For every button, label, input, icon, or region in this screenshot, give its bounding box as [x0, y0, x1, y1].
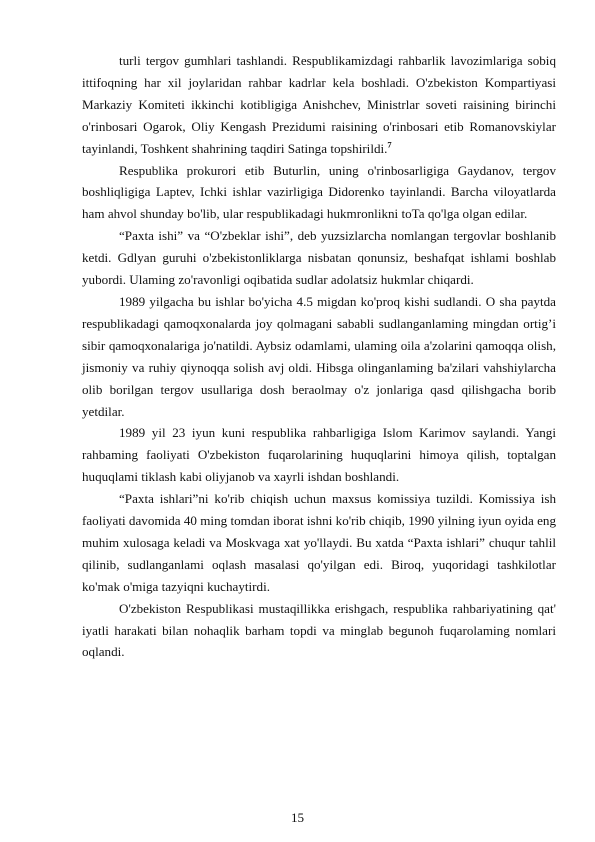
footnote-reference[interactable]: 7: [387, 139, 392, 150]
paragraph-4: 1989 yilgacha bu ishlar bo'yicha 4.5 migdan ko'proq kishi sudlandi. O sha paytda respublikadagi qamoqxonalarda joy qolmagani sababli sudlanganlaming mingdan ortig’i sibir qamoqxonalariga jo'natildi. Aybsiz odamlami, ulaming oila a'zolarini qamoqqa olish, jismoniy va ruhiy qiynoqqa solish avj oldi. Hibsga olinganlaming ba'zilari vahshiylarcha olib borilgan tergov usullariga dosh beraolmay o'z jonlariga qasd qilishgacha borib yetdilar.: [82, 293, 556, 419]
page-number: 15: [290, 810, 305, 825]
paragraph-6: “Paxta ishlari”ni ko'rib chiqish uchun maxsus komissiya tuzildi. Komissiya ish faoliyati davomida 40 ming tomdan iborat ishni ko'rib chiqib, 1990 yilning iyun oyida eng muhim xulosaga keladi va Moskvaga xat yo'llaydi. Bu xatda “Paxta ishlari” chuqur tahlil qilinib, sudlanganlami oqlash masalasi qo'yilgan edi. Biroq, yuqoridagi tashkilotlar ko'mak o'miga tazyiqni kuchaytirdi.: [82, 491, 556, 594]
paragraph-7: O'zbekiston Respublikasi mustaqillikka erishgach, respublika rahbariyatining qat' iyatli harakati bilan nohaqlik barham topdi va minglab begunoh fuqarolaming nomlari oqlandi.: [82, 600, 556, 660]
paragraph-2: Respublika prokurori etib Buturlin, uning o'rinbosarligiga Gaydanov, tergov boshliqligiga Laptev, Ichki ishlar vazirligiga Didorenko tayinlandi. Barcha viloyatlarda ham ahvol shunday bo'lib, ular respublikadagi hukmronlikni toTa qo'lga olgan edilar.: [82, 162, 556, 222]
paragraph-1: [82, 50, 556, 160]
document-body: [82, 50, 556, 663]
paragraph-3: “Paxta ishi” va “O'zbeklar ishi”, deb yuzsizlarcha nomlangan tergovlar boshlanib ketdi. Gdlyan guruhi o'zbekistonliklarga nisbatan qonunsiz, beshafqat ishlami boshlab yubordi. Ulaming zo'ravonligi oqibatida sudlar adolatsiz hukmlar chiqardi.: [82, 228, 556, 288]
paragraph-1-text: turli tergov gumhlari tashlandi. Respublikamizdagi rahbarlik lavozimlariga sobiq ittifoqning har xil joylaridan rahbar kadrlar kela boshladi. O'zbekiston Kompartiyasi Markaziy Komiteti ikkinchi kotibligiga Anishchev, Ministrlar soveti raisining birinchi o'rinbosari Ogarok, Oliy Kengash Prezidumi raisining o'rinbosari etib Romanovskiylar tayinlandi, Toshkent shahrining taqdiri Satinga topshirildi.: [82, 53, 556, 156]
paragraph-5: 1989 yil 23 iyun kuni respublika rahbarligiga Islom Karimov saylandi. Yangi rahbaming faoliyati O'zbekiston fuqarolarining huquqlarini himoya qilish, toptalgan huquqlami tiklash kabi oliyjanob va xayrli ishdan boshlandi.: [82, 425, 556, 485]
